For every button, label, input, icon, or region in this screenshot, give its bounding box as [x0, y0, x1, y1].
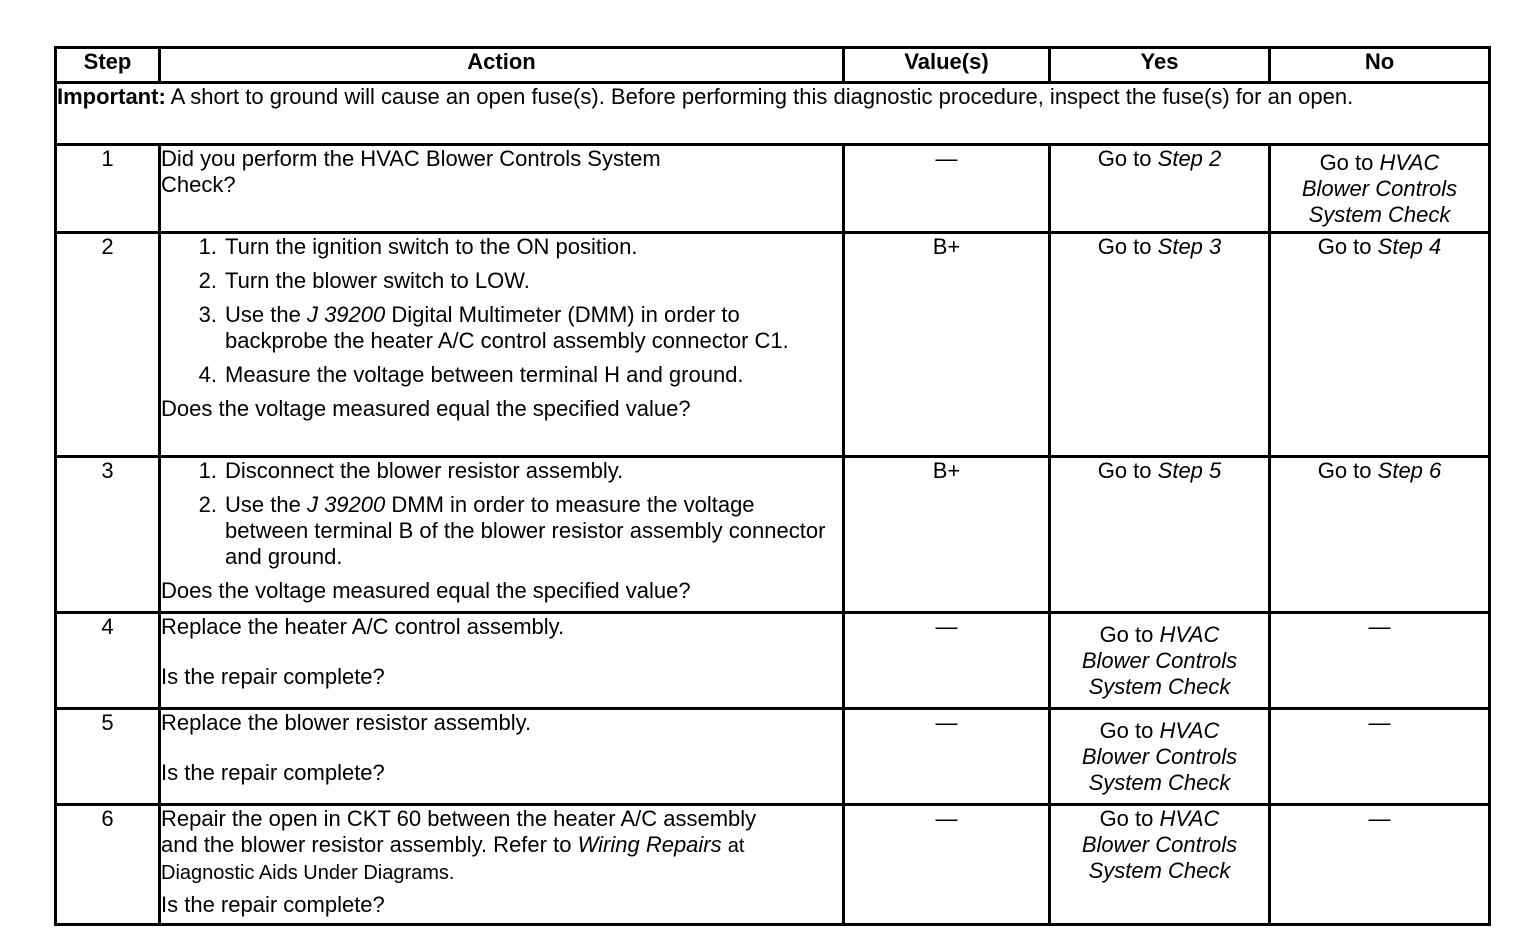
yes-prefix: Go to [1097, 458, 1152, 483]
header-step: Step [56, 48, 160, 83]
step-value: — [844, 805, 1050, 925]
no-prefix: Go to [1317, 234, 1372, 259]
step-action [160, 457, 844, 613]
item-number: 1. [198, 458, 217, 483]
list-item [161, 234, 842, 260]
step-value: B+ [844, 233, 1050, 457]
item-post: DMM in order to measure the voltage between terminal B of the blower resistor assembly connector and ground. [225, 492, 826, 569]
yes-ref: HVAC Blower Controls System Check [1081, 717, 1238, 795]
item-text: Disconnect the blower resistor assembly. [225, 458, 624, 483]
step-action [160, 805, 844, 925]
no-prefix: Go to [1319, 149, 1374, 175]
no-ref: Step 4 [1377, 234, 1442, 259]
no-cell [1270, 233, 1490, 457]
yes-prefix: Go to [1099, 717, 1154, 743]
item-pre: Use the [225, 302, 301, 327]
important-row [56, 83, 1490, 145]
no-ref: Step 6 [1377, 458, 1442, 483]
tool-name: J 39200 [306, 302, 386, 327]
table-row [56, 145, 1490, 233]
header-values: Value(s) [844, 48, 1050, 83]
wiring-repairs-ref: Wiring Repairs [577, 832, 722, 857]
yes-ref: HVAC Blower Controls System Check [1081, 621, 1238, 699]
step-action [160, 709, 844, 805]
item-text [225, 492, 842, 570]
no-prefix: Go to [1317, 458, 1372, 483]
no-cell: — [1270, 709, 1490, 805]
yes-ref: Step 2 [1157, 146, 1222, 171]
step-question: Is the repair complete? [161, 664, 385, 689]
header-yes: Yes [1050, 48, 1270, 83]
yes-cell [1050, 805, 1270, 925]
table-row [56, 233, 1490, 457]
yes-cell [1050, 457, 1270, 613]
step-action [160, 613, 844, 709]
action-text: Replace the blower resistor assembly. [161, 710, 532, 735]
yes-ref: Step 5 [1157, 458, 1222, 483]
item-number: 1. [198, 234, 217, 259]
diagnostic-table [54, 46, 1491, 926]
step-items [161, 234, 842, 388]
step-number: 6 [56, 805, 160, 925]
item-pre: Use the [225, 492, 301, 517]
step-question: Is the repair complete? [161, 760, 385, 785]
tool-name: J 39200 [306, 492, 386, 517]
header-no: No [1270, 48, 1490, 83]
header-row [56, 48, 1490, 83]
no-cell [1270, 457, 1490, 613]
step-question: Does the voltage measured equal the specified value? [161, 578, 691, 603]
step-number: 5 [56, 709, 160, 805]
action-text: Did you perform the HVAC Blower Controls System Check? [161, 146, 661, 197]
yes-cell [1050, 709, 1270, 805]
table-row [56, 613, 1490, 709]
item-text: Measure the voltage between terminal H and ground. [225, 362, 744, 387]
yes-cell [1050, 233, 1270, 457]
no-cell [1270, 145, 1490, 233]
yes-prefix: Go to [1097, 234, 1152, 259]
item-number: 2. [198, 268, 217, 293]
action-text [161, 806, 761, 886]
no-ref: HVAC Blower Controls System Check [1301, 149, 1458, 227]
step-number: 2 [56, 233, 160, 457]
list-item [161, 458, 842, 484]
step-value: — [844, 145, 1050, 233]
header-action: Action [160, 48, 844, 83]
step-action [160, 145, 844, 233]
important-label: Important: [57, 84, 166, 109]
step-value: — [844, 709, 1050, 805]
yes-ref: HVAC Blower Controls System Check [1081, 806, 1238, 883]
table-row [56, 457, 1490, 613]
step-value: B+ [844, 457, 1050, 613]
step-action [160, 233, 844, 457]
action-text: Replace the heater A/C control assembly. [161, 614, 565, 639]
item-number: 2. [198, 492, 217, 517]
table-row [56, 805, 1490, 925]
step-value: — [844, 613, 1050, 709]
yes-cell [1050, 145, 1270, 233]
list-item [161, 362, 842, 388]
yes-prefix: Go to [1099, 621, 1154, 647]
step-number: 4 [56, 613, 160, 709]
step-number: 3 [56, 457, 160, 613]
yes-prefix: Go to [1097, 146, 1152, 171]
action-post: at Diagnostic Aids Under Diagrams. [161, 835, 745, 884]
item-post: Digital Multimeter (DMM) in order to backprobe the heater A/C control assembly connector C1. [225, 302, 789, 353]
step-question: Does the voltage measured equal the specified value? [161, 396, 691, 421]
item-text: Turn the ignition switch to the ON position. [225, 234, 638, 259]
action-main: Repair the open in CKT 60 between the heater A/C assembly and the blower resistor assembly. Refer to [161, 806, 757, 857]
step-question: Is the repair complete? [161, 892, 385, 917]
no-cell: — [1270, 805, 1490, 925]
step-number: 1 [56, 145, 160, 233]
important-note [56, 83, 1490, 145]
yes-cell [1050, 613, 1270, 709]
important-text: A short to ground will cause an open fuse(s). Before performing this diagnostic procedure, inspect the fuse(s) for an open. [170, 84, 1354, 109]
item-number: 3. [198, 302, 217, 327]
list-item [161, 268, 842, 294]
table-row [56, 709, 1490, 805]
no-cell: — [1270, 613, 1490, 709]
yes-ref: Step 3 [1157, 234, 1222, 259]
step-items [161, 458, 842, 570]
item-text: Turn the blower switch to LOW. [225, 268, 530, 293]
yes-prefix: Go to [1099, 806, 1154, 831]
item-number: 4. [198, 362, 217, 387]
list-item [161, 302, 842, 354]
list-item [161, 492, 842, 570]
item-text [225, 302, 842, 354]
